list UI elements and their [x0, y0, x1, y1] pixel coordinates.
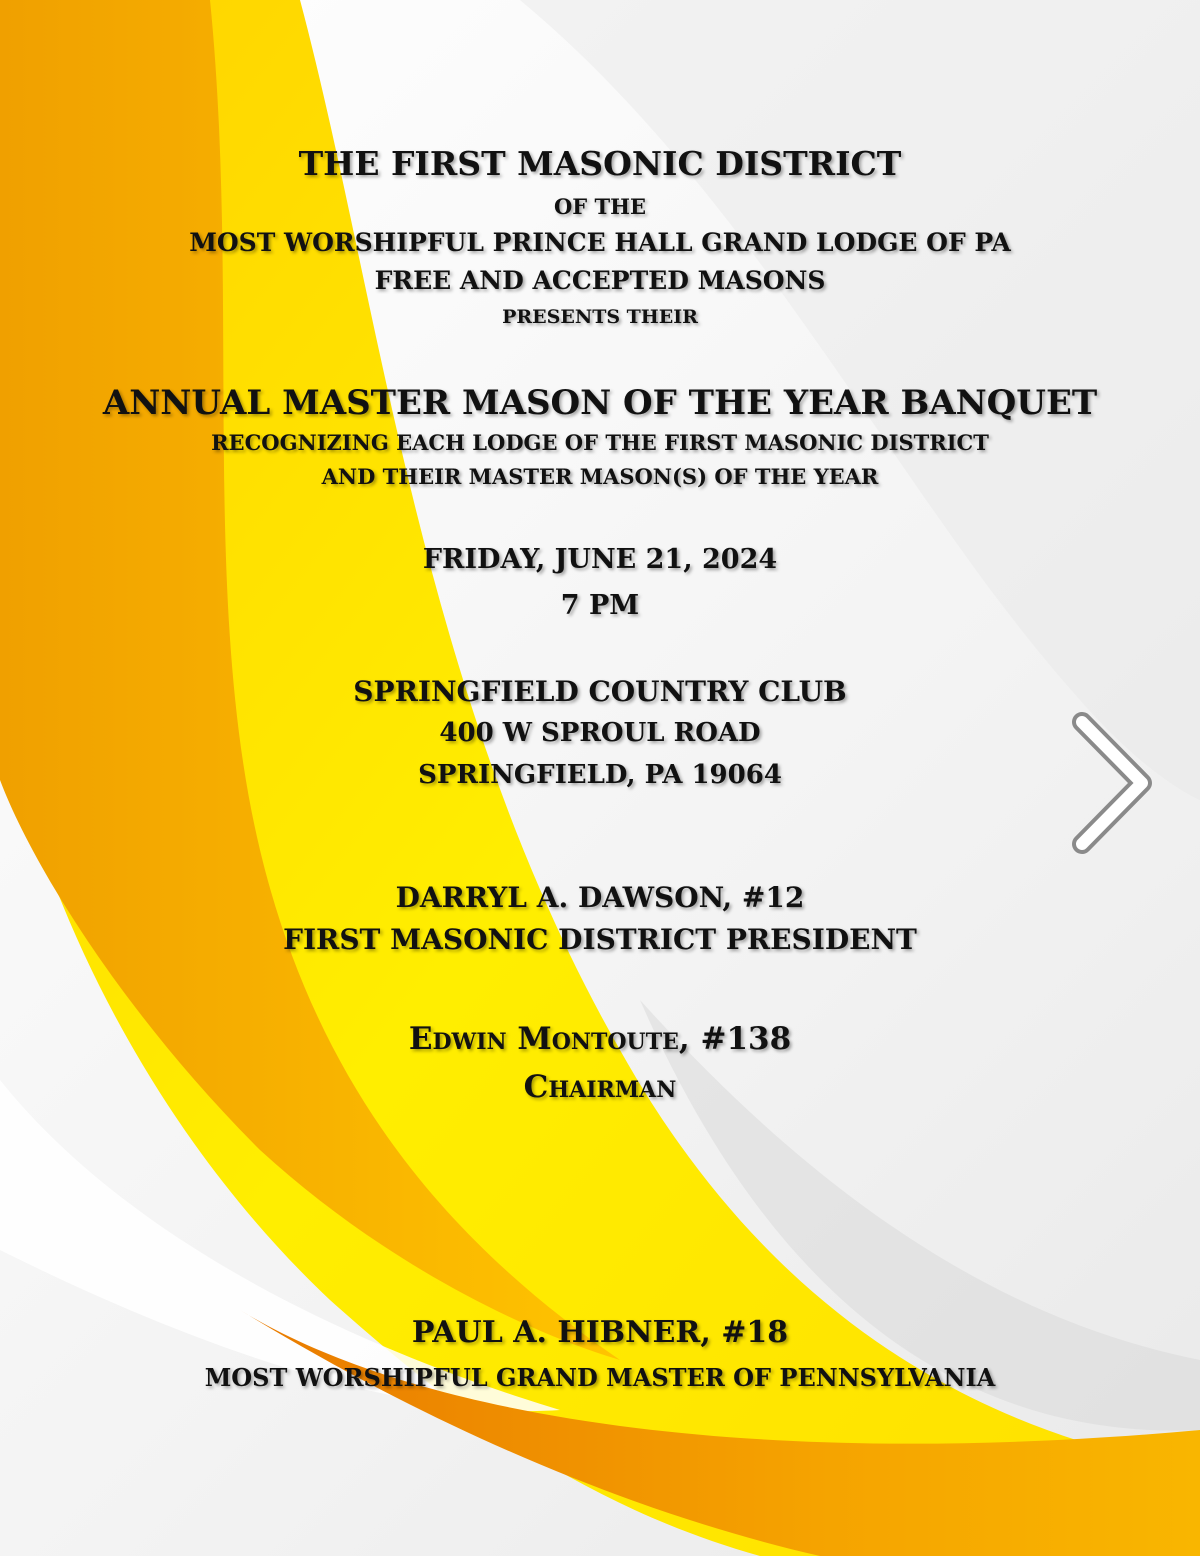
event-subtitle-1: RECOGNIZING EACH LODGE OF THE FIRST MASONIC DISTRICT	[211, 430, 989, 455]
event-time: 7 PM	[560, 590, 640, 621]
host-line-3: MOST WORSHIPFUL PRINCE HALL GRAND LODGE OF PA	[189, 228, 1011, 257]
chairman-name: Edwin Montoute, #138	[408, 1021, 792, 1057]
grand-master-name: PAUL A. HIBNER, #18	[411, 1315, 789, 1350]
chairman-title: Chairman	[523, 1069, 677, 1105]
grand-master-title: MOST WORSHIPFUL GRAND MASTER OF PENNSYLVANIA	[204, 1363, 996, 1392]
chevron-right-icon[interactable]	[1060, 708, 1160, 858]
event-title: ANNUAL MASTER MASON OF THE YEAR BANQUET	[102, 383, 1098, 423]
venue-name: SPRINGFIELD COUNTRY CLUB	[353, 675, 847, 708]
president-title: FIRST MASONIC DISTRICT PRESIDENT	[283, 923, 917, 956]
venue-street: 400 W SPROUL ROAD	[439, 718, 761, 748]
president-name: DARRYL A. DAWSON, #12	[395, 881, 805, 914]
host-line-5: PRESENTS THEIR	[502, 306, 698, 328]
event-date: FRIDAY, JUNE 21, 2024	[422, 544, 778, 575]
event-subtitle-2: AND THEIR MASTER MASON(S) OF THE YEAR	[321, 464, 879, 489]
host-line-4: FREE AND ACCEPTED MASONS	[374, 266, 826, 295]
host-line-2: OF THE	[554, 194, 646, 219]
venue-city: SPRINGFIELD, PA 19064	[418, 760, 782, 790]
host-line-1: THE FIRST MASONIC DISTRICT	[298, 144, 902, 183]
